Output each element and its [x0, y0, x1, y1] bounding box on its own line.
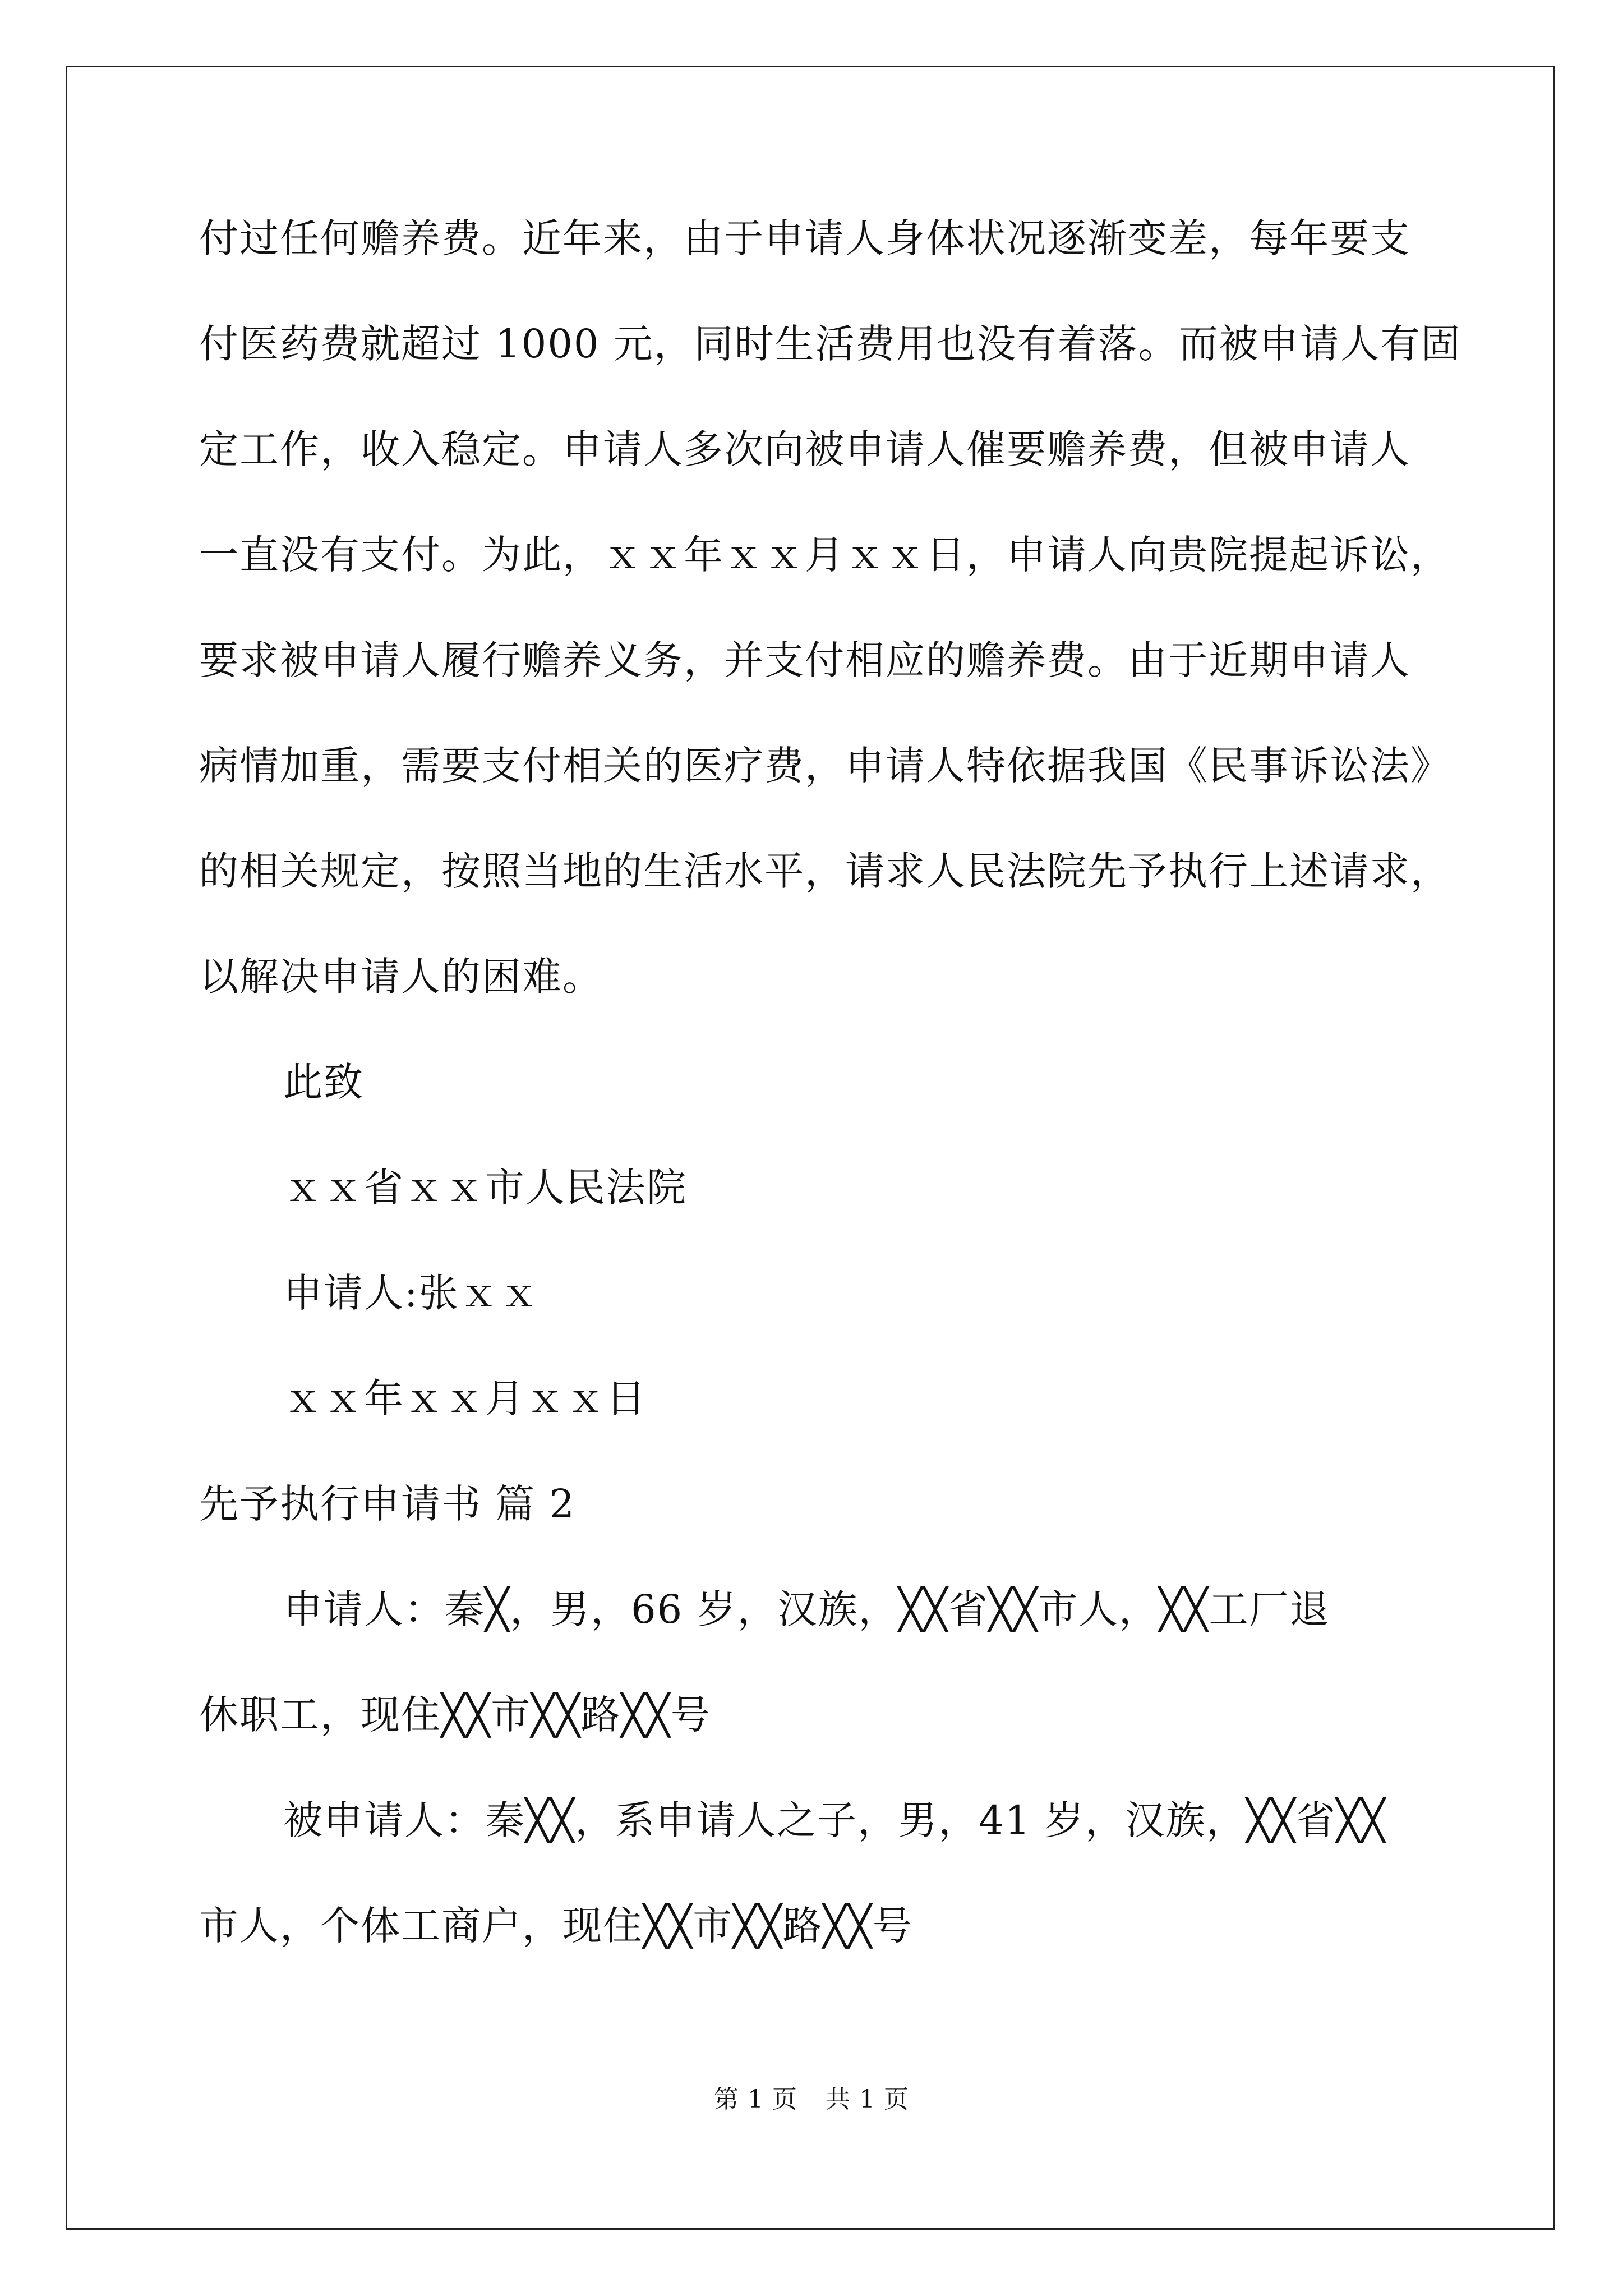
- body-line-3: 定工作，收入稳定。申请人多次向被申请人催要赡养费，但被申请人: [199, 426, 1410, 472]
- body-line-8: 以解决申请人的困难。: [199, 954, 603, 1000]
- body-line-5: 要求被申请人履行赡养义务，并支付相应的赡养费。由于近期申请人: [199, 637, 1410, 683]
- body-line-4: 一直没有支付。为此，ｘｘ年ｘｘ月ｘｘ日，申请人向贵院提起诉讼，: [199, 532, 1451, 578]
- applicant-info-line-2: 休职工，现住╳╳市╳╳路╳╳号: [199, 1692, 711, 1738]
- applicant-signature: 申请人:张ｘｘ: [283, 1270, 540, 1316]
- recipient-court: ｘｘ省ｘｘ市人民法院: [283, 1165, 687, 1211]
- closing-salutation: 此致: [283, 1059, 364, 1105]
- page-number: 第 1 页: [714, 2085, 797, 2114]
- document-body: [199, 215, 1461, 1949]
- section-title: 先予执行申请书 篇 2: [199, 1481, 576, 1527]
- body-line-6: 病情加重，需要支付相关的医疗费，申请人特依据我国《民事诉讼法》: [199, 743, 1451, 789]
- body-line-1: 付过任何赡养费。近年来，由于申请人身体状况逐渐变差，每年要支: [199, 215, 1410, 261]
- page-footer: [0, 2086, 1623, 2114]
- body-line-2: 付医药费就超过 1000 元，同时生活费用也没有着落。而被申请人有固: [199, 321, 1461, 367]
- respondent-info-line-2: 市人，个体工商户，现住╳╳市╳╳路╳╳号: [199, 1903, 913, 1949]
- respondent-info-line-1: 被申请人：秦╳╳，系申请人之子，男，41 岁，汉族，╳╳省╳╳: [283, 1797, 1386, 1843]
- applicant-info-line-1: 申请人：秦╳，男，66 岁，汉族，╳╳省╳╳市人，╳╳工厂退: [283, 1586, 1330, 1632]
- page-total: 共 1 页: [826, 2085, 909, 2114]
- signature-date: ｘｘ年ｘｘ月ｘｘ日: [283, 1375, 647, 1421]
- body-line-7: 的相关规定，按照当地的生活水平，请求人民法院先予执行上述请求，: [199, 848, 1451, 894]
